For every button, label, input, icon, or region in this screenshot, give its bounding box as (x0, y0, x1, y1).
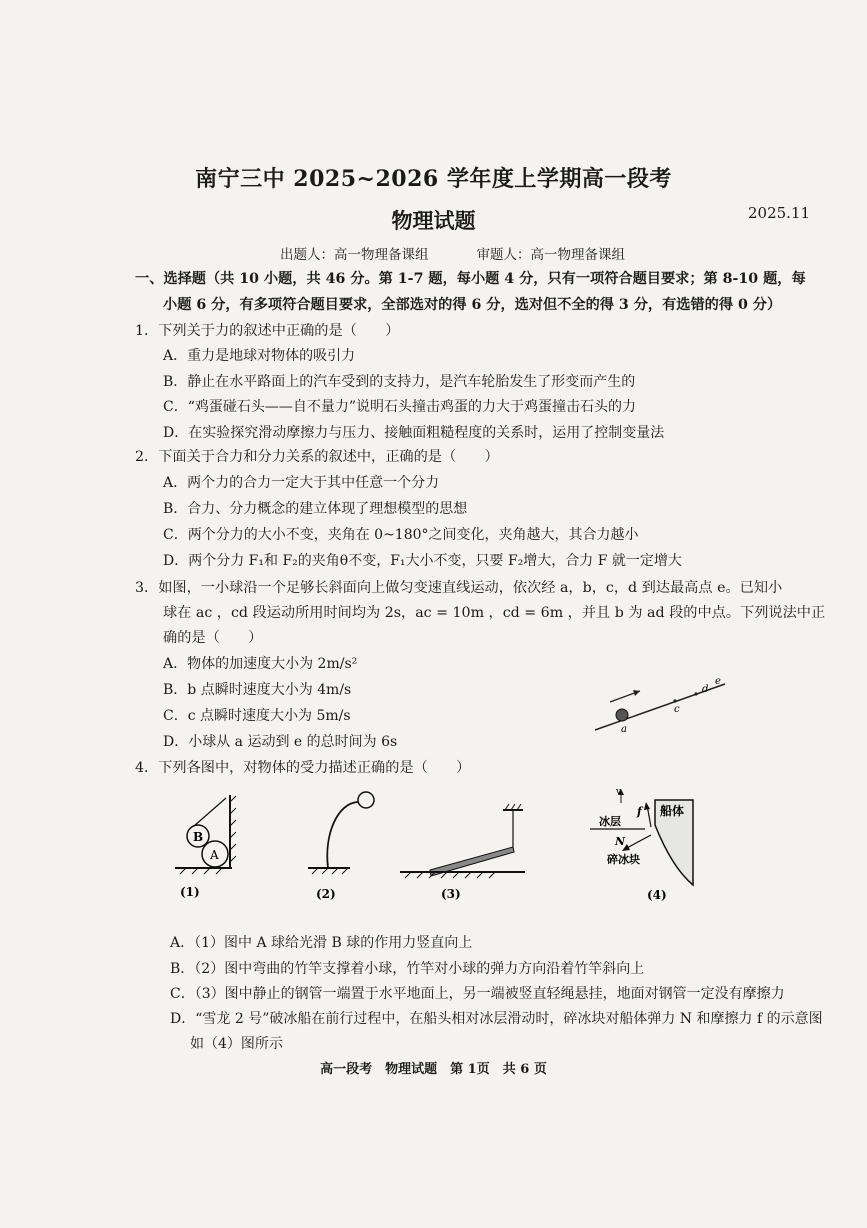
q4-option-b: B．（2）图中弯曲的竹竿支撑着小球，竹竿对小球的弹力方向沿着竹竿斜向上 (170, 961, 645, 977)
label-d: d (702, 684, 709, 695)
q2-option-c: C．两个分力的大小不变，夹角在 0~180°之间变化，夹角越大，其合力越小 (163, 527, 639, 543)
label-a: a (621, 724, 627, 735)
q2-stem: 2．下面关于合力和分力关系的叙述中，正确的是（ ） (135, 449, 499, 465)
q3-option-d: D．小球从 a 运动到 e 的总时间为 6s (163, 734, 398, 750)
q2-option-a: A．两个力的合力一定大于其中任意一个分力 (163, 475, 440, 491)
fig1-label: (1) (180, 885, 200, 899)
friction-arrowhead (644, 802, 650, 810)
q3-option-a: A．物体的加速度大小为 2m/s² (163, 656, 358, 672)
q4-figure-4 (585, 785, 700, 903)
point-d-dot (694, 692, 697, 695)
fig2-label: (2) (316, 887, 336, 900)
q4-figure-1 (170, 790, 240, 900)
q3-option-b: B．b 点瞬时速度大小为 4m/s (163, 682, 352, 698)
bent-pole (327, 802, 358, 868)
q3-option-c: C．c 点瞬时速度大小为 5m/s (163, 708, 351, 724)
velocity-label: v (616, 787, 622, 797)
page-footer: 高一段考 物理试题 第 1页 共 6 页 (320, 1062, 547, 1077)
label-e: e (715, 676, 721, 687)
ball-b-label: B (193, 830, 204, 844)
q3-stem-line2: 球在 ac ，cd 段运动所用时间均为 2s，ac = 10m ，cd = 6m ，并且 b 为 ad 段的中点。下列说法中正 (163, 605, 826, 621)
exam-subtitle: 物理试题 (391, 208, 476, 233)
q3-stem-line1: 3．如图，一小球沿一个足够长斜面向上做匀变速直线运动，依次经 a，b，c，d 到达最高点 e。已知小 (135, 580, 783, 596)
label-c: c (674, 704, 680, 715)
q4-option-a: A．（1）图中 A 球给光滑 B 球的作用力竖直向上 (170, 935, 473, 951)
q4-option-d-line1: D．“雪龙 2 号”破冰船在前行过程中，在船头相对冰层滑动时，碎冰块对船体弹力 N 和摩擦力 f 的示意图 (170, 1011, 823, 1027)
authors-line (280, 243, 625, 263)
fig4-label: (4) (647, 888, 667, 902)
q4-option-c: C．（3）图中静止的钢管一端置于水平地面上，另一端被竖直轻绳悬挂，地面对钢管一定没有摩擦力 (170, 986, 785, 1002)
broken-ice-label: 碎冰块 (607, 853, 640, 866)
q3-stem-line3: 确的是（ ） (163, 630, 263, 646)
q4-option-d-line2: 如（4）图所示 (190, 1036, 283, 1052)
exam-title: 南宁三中 2025~2026 学年度上学期高一段考 (195, 166, 672, 192)
q2-option-d: D．两个分力 F₁和 F₂的夹角θ不变，F₁大小不变，只要 F₂增大，合力 F 就一定增大 (163, 553, 682, 569)
exam-date: 2025.11 (748, 204, 811, 222)
string (194, 798, 226, 826)
q1-option-c: C．“鸡蛋碰石头——自不量力”说明石头撞击鸡蛋的力大于鸡蛋撞击石头的力 (163, 399, 637, 415)
q4-stem: 4．下列各图中，对物体的受力描述正确的是（ ） (135, 760, 471, 776)
ball (616, 709, 628, 721)
q2-option-b: B．合力、分力概念的建立体现了理想模型的思想 (163, 501, 468, 517)
author-setter: 出题人：高一物理备课组 (280, 247, 429, 263)
q4-figure-2 (300, 788, 380, 900)
normal-label: N (615, 835, 626, 848)
q1-option-a: A．重力是地球对物体的吸引力 (163, 348, 356, 364)
ship-label: 船体 (660, 804, 685, 818)
q4-figure-3 (395, 800, 535, 900)
fig3-label: (3) (441, 887, 461, 900)
q1-stem: 1．下列关于力的叙述中正确的是（ ） (135, 323, 400, 339)
q1-option-b: B．静止在水平路面上的汽车受到的支持力，是汽车轮胎发生了形变而产生的 (163, 374, 636, 390)
q3-incline-figure (590, 670, 740, 740)
top-ball (358, 792, 374, 808)
ice-label: 冰层 (599, 815, 621, 828)
ball-a-label: A (210, 848, 219, 862)
normal-arrow (625, 835, 651, 849)
author-reviewer: 审题人：高一物理备课组 (476, 247, 625, 263)
q1-option-d: D．在实验探究滑动摩擦力与压力、接触面粗糙程度的关系时，运用了控制变量法 (163, 425, 665, 441)
point-c-dot (673, 699, 676, 702)
section-heading-line2: 小题 6 分，有多项符合题目要求，全部选对的得 6 分，选对但不全的得 3 分，有选错的得 0 分） (163, 297, 782, 313)
friction-label: f (637, 805, 642, 818)
motion-arrowhead (633, 690, 640, 696)
section-heading-line1: 一、选择题（共 10 小题，共 46 分。第 1-7 题，每小题 4 分，只有一项符合题目要求；第 8-10 题，每 (135, 271, 806, 287)
